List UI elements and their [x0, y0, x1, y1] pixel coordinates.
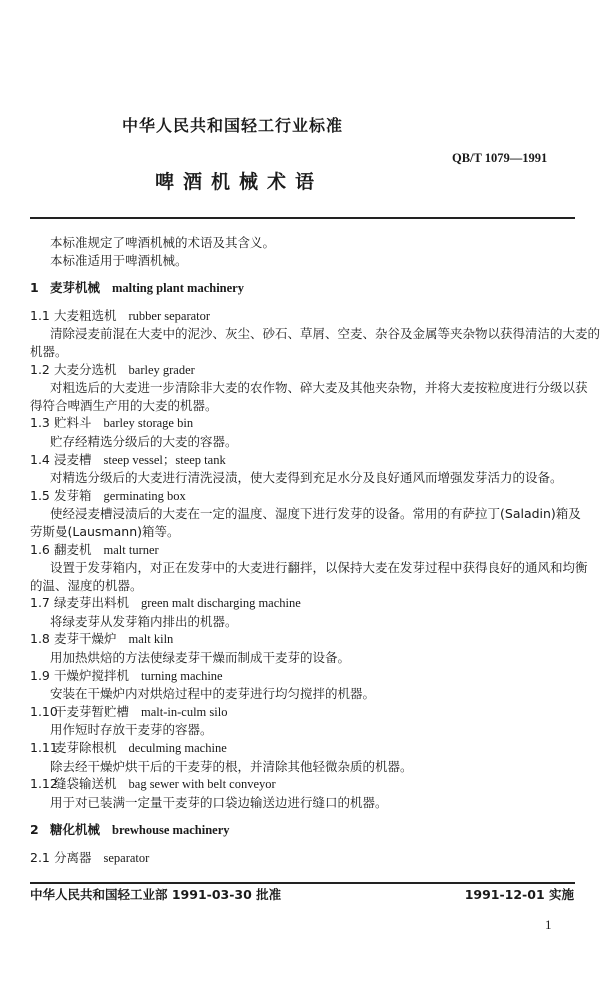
term-number: 1.3: [30, 415, 50, 431]
term-definition: 使经浸麦槽浸渍后的大麦在一定的温度、湿度下进行发芽的设备。常用的有萨拉丁(Saladin)箱及: [50, 506, 581, 522]
term-cn: 分离器: [54, 850, 92, 865]
term-number: 1.8: [30, 631, 50, 647]
term-heading: [30, 667, 590, 686]
term-heading: [30, 487, 590, 506]
term-en: barley grader: [128, 362, 195, 377]
intro-line: 本标准规定了啤酒机械的术语及其含义。: [50, 235, 276, 250]
header-divider: [30, 217, 575, 219]
term-cn: 贮料斗: [54, 415, 92, 431]
term-en: rubber separator: [128, 308, 211, 323]
term-definition: 得符合啤酒生产用的大麦的机器。: [30, 397, 218, 413]
term-definition: 对粗选后的大麦进一步清除非大麦的农作物、碎大麦及其他夹杂物，并将大麦按粒度进行分级以获: [50, 380, 588, 396]
term-number: 1.1: [30, 307, 50, 323]
term-number: 1.12: [30, 776, 58, 792]
section-title-cn: 糖化机械: [50, 822, 101, 838]
term-en: separator: [103, 851, 150, 865]
intro-line: 本标准适用于啤酒机械。: [50, 252, 188, 268]
term-definition: 机器。: [30, 343, 68, 359]
term-number: 1.9: [30, 667, 50, 683]
page-number: 1: [545, 917, 552, 932]
term-definition: 用加热烘焙的方法使绿麦芽干燥而制成干麦芽的设备。: [50, 650, 351, 666]
term-number: 1.10: [30, 703, 58, 719]
term-cn: 绿麦芽出料机: [54, 595, 130, 611]
term-heading: [30, 414, 590, 433]
term-heading: [30, 739, 590, 758]
standard-title: 中华人民共和国轻工行业标准: [122, 116, 344, 135]
term-definition: 对精选分级后的大麦进行清洗浸渍，使大麦得到充足水分及良好通风而增强发芽活力的设备。: [50, 470, 563, 486]
term-cn: 浸麦槽: [54, 451, 92, 467]
term-definition: 贮存经精选分级后的大麦的容器。: [50, 433, 238, 449]
term-en: deculming machine: [128, 741, 227, 756]
term-cn: 缝袋输送机: [54, 776, 117, 792]
term-heading: [30, 594, 590, 613]
term-number: 1.11: [30, 740, 58, 756]
term-definition: 用于对已装满一定量干麦芽的口袋边输送边进行缝口的机器。: [50, 794, 388, 810]
term-definition: 清除浸麦前混在大麦中的泥沙、灰尘、砂石、草屑、空麦、杂谷及金属等夹杂物以获得清洁的大麦的: [50, 326, 600, 342]
term-en: barley storage bin: [103, 416, 194, 431]
term-definition: 将绿麦芽从发芽箱内排出的机器。: [50, 613, 238, 629]
sections: [30, 279, 600, 867]
term-number: 1.2: [30, 361, 50, 377]
term-cn: 麦芽除根机: [54, 740, 117, 756]
document-title: 啤酒机械术语: [155, 171, 324, 193]
term-heading: [30, 361, 590, 380]
document-body: [30, 234, 600, 868]
footer-divider: [30, 882, 575, 884]
implementation-date: 1991-12-01 实施: [464, 887, 574, 902]
term-definition: 设置于发芽箱内，对正在发芽中的大麦进行翻拌，以保持大麦在发芽过程中获得良好的通风和均衡: [50, 560, 588, 576]
approval-date: 中华人民共和国轻工业部 1991-03-30 批准: [30, 887, 282, 902]
section-number: 2: [30, 822, 39, 838]
term-number: 2.1: [30, 850, 50, 865]
term-heading: [30, 451, 590, 470]
standard-code: QB/T 1079—1991: [452, 151, 548, 165]
term-number: 1.7: [30, 595, 50, 611]
section-number: 1: [30, 280, 39, 296]
term-en: malt turner: [103, 542, 159, 557]
term-en: malt kiln: [128, 632, 174, 647]
term-definition: 劳斯曼(Lausmann)箱等。: [30, 523, 180, 539]
term-heading: [30, 307, 590, 326]
term-number: 1.6: [30, 541, 50, 557]
term-heading: [30, 541, 590, 560]
term-heading: [30, 630, 590, 649]
term-cn: 干燥炉搅拌机: [54, 667, 130, 683]
term-definition: 安装在干燥炉内对烘焙过程中的麦芽进行均匀搅拌的机器。: [50, 686, 376, 702]
term-heading: [30, 703, 590, 722]
term-cn: 干麦芽暂贮槽: [54, 703, 130, 719]
term-number: 1.5: [30, 487, 50, 503]
term-en: germinating box: [103, 488, 186, 503]
term-definition: 除去经干燥炉烘干后的干麦芽的根，并清除其他轻微杂质的机器。: [50, 758, 413, 774]
section-title-en: brewhouse machinery: [112, 823, 230, 838]
term-cn: 发芽箱: [54, 487, 92, 503]
term-number: 1.4: [30, 451, 50, 467]
term-en: malt-in-culm silo: [141, 704, 228, 719]
term-cn: 麦芽干燥炉: [54, 631, 117, 647]
term-en: green malt discharging machine: [141, 596, 301, 611]
term-definition: 的温、湿度的机器。: [30, 577, 143, 593]
term-cn: 大麦粗选机: [54, 307, 117, 323]
section-title-cn: 麦芽机械: [50, 280, 101, 296]
term-heading: [30, 775, 590, 794]
term-heading: [30, 849, 590, 868]
term-en: turning machine: [141, 668, 223, 683]
term-definition: 用作短时存放干麦芽的容器。: [50, 722, 213, 738]
section-title-en: malting plant machinery: [112, 281, 244, 296]
term-en: bag sewer with belt conveyor: [128, 777, 276, 792]
section-heading: [30, 821, 590, 840]
term-cn: 大麦分选机: [54, 361, 117, 377]
section-heading: [30, 279, 590, 298]
term-cn: 翻麦机: [54, 541, 92, 557]
term-en: steep vessel；steep tank: [103, 452, 226, 467]
